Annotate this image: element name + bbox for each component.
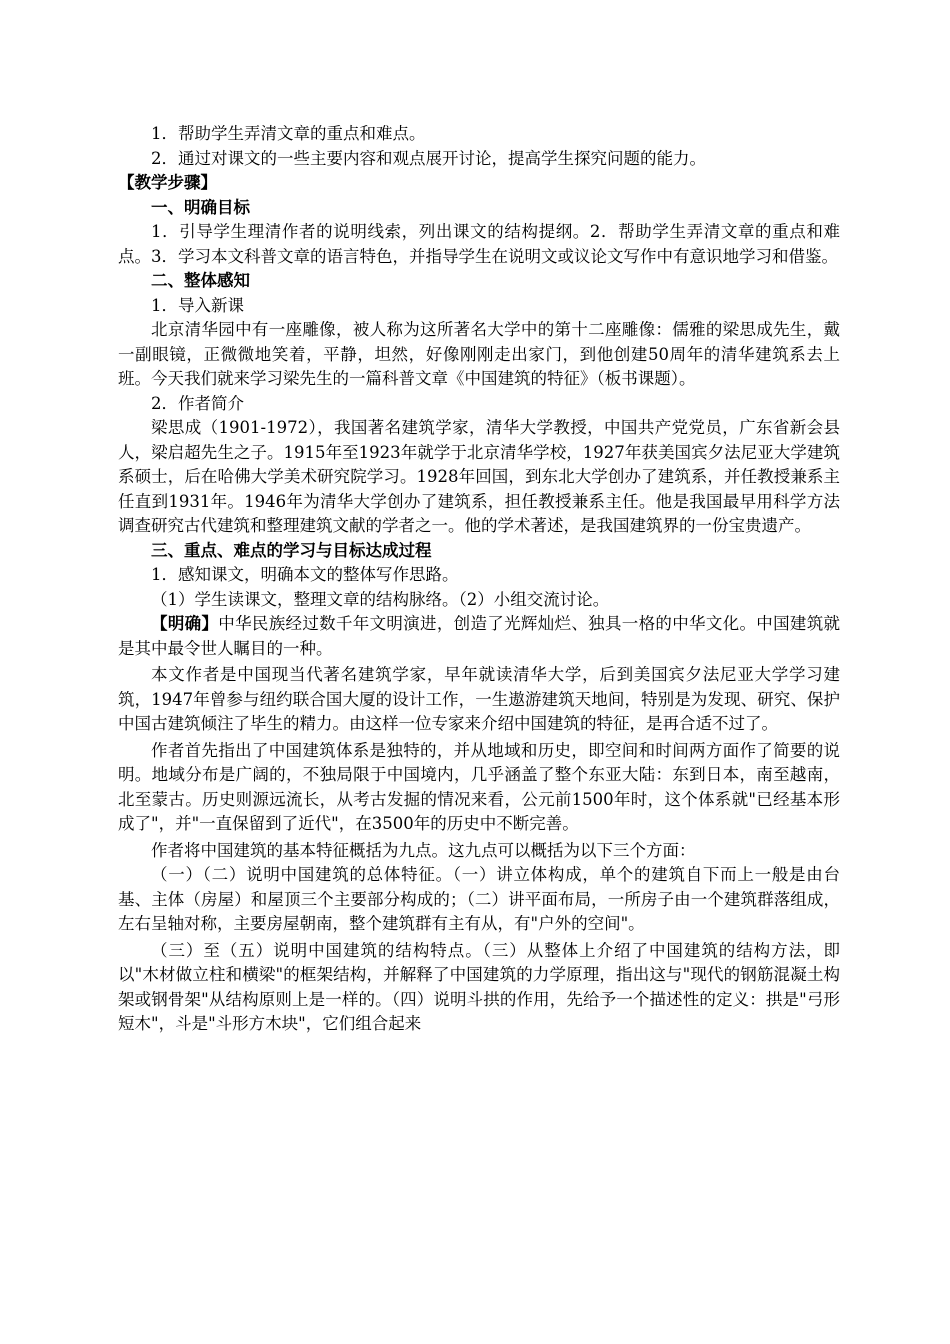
section-3-paragraph-4: 作者将中国建筑的基本特征概括为九点。这九点可以概括为以下三个方面： [151, 840, 696, 860]
section-3-paragraph-3: 作者首先指出了中国建筑体系是独特的，并从地域和历史，即空间和时间两方面作了简要的说明。地域分布是广阔的，不独局限于中国境内，几乎涵盖了整个东亚大陆：东到日本，南至越南，北至蒙古。历史则源远流长，从考古发掘的情况来看，公元前1500年时，这个体系就"已经基本形成了"，并"一直保留到了近代"，在3500年的历史中不断完善。 [118, 740, 840, 833]
document-page [118, 122, 840, 1037]
section-2-paragraph-1: 北京清华园中有一座雕像，被人称为这所著名大学中的第十二座雕像：儒雅的梁思成先生，戴一副眼镜，正微微地笑着，平静，坦然，好像刚刚走出家门，到他创建50周年的清华建筑系去上班。今天我们就来学习梁先生的一篇科普文章《中国建筑的特征》（板书课题）。 [118, 320, 840, 388]
clarify-tag: 【明确】 [151, 614, 219, 633]
section-1-heading: 一、明确目标 [151, 197, 250, 217]
section-3-paragraph-1-text: 中华民族经过数千年文明演进，创造了光辉灿烂、独具一格的中华文化。中国建筑就是其中最令世人瞩目的一种。 [118, 614, 840, 658]
steps-heading: 【教学步骤】 [118, 173, 217, 192]
section-3-subheading-detail: （1）学生读课文，整理文章的结构脉络。（2）小组交流讨论。 [151, 589, 610, 609]
section-3-paragraph-6: （三）至（五）说明中国建筑的结构特点。（三）从整体上介绍了中国建筑的结构方法，即以"木材做立柱和横梁"的框架结构，并解释了中国建筑的力学原理，指出这与"现代的钢筋混凝土构架或钢骨架"从结构原则上是一样的。（四）说明斗拱的作用，先给予一个描述性的定义：拱是"弓形短木"，斗是"斗形方木块"，它们组合起来 [118, 940, 840, 1033]
section-3-paragraph-2: 本文作者是中国现当代著名建筑学家，早年就读清华大学，后到美国宾夕法尼亚大学学习建筑，1947年曾参与纽约联合国大厦的设计工作，一生遨游建筑天地间，特别是为发现、研究、保护中国古建筑倾注了毕生的精力。由这样一位专家来介绍中国建筑的特征，是再合适不过了。 [118, 665, 840, 733]
section-2-subheading-2: 2．作者简介 [151, 393, 244, 413]
section-2-subheading-1: 1．导入新课 [151, 295, 244, 315]
section-2-heading: 二、整体感知 [151, 271, 250, 290]
intro-item-1: 1．帮助学生弄清文章的重点和难点。 [151, 124, 426, 143]
section-1-paragraph: 1．引导学生理清作者的说明线索，列出课文的结构提纲。2．帮助学生弄清文章的重点和难点。3．学习本文科普文章的语言特色，并指导学生在说明文或议论文写作中有意识地学习和借鉴。 [118, 222, 840, 266]
section-3-subheading-1: 1．感知课文，明确本文的整体写作思路。 [151, 565, 459, 584]
intro-item-2: 2．通过对课文的一些主要内容和观点展开讨论，提高学生探究问题的能力。 [151, 148, 706, 168]
section-3-heading: 三、重点、难点的学习与目标达成过程 [151, 540, 432, 560]
section-3-paragraph-1 [118, 612, 840, 661]
section-3-paragraph-5: （一）（二）说明中国建筑的总体特征。（一）讲立体构成，单个的建筑自下而上一般是由台基、主体（房屋）和屋顶三个主要部分构成的；（二）讲平面布局，一所房子由一个建筑群落组成，左右呈轴对称，主要房屋朝南，整个建筑群有主有从，有"户外的空间"。 [118, 865, 840, 933]
section-2-paragraph-2: 梁思成（1901-1972），我国著名建筑学家，清华大学教授，中国共产党党员，广东省新会县人，梁启超先生之子。1915年至1923年就学于北京清华学校，1927年获美国宾夕法尼亚大学建筑系硕士，后在哈佛大学美术研究院学习。1928年回国，到东北大学创办了建筑系，并任教授兼系主任直到1931年。1946年为清华大学创办了建筑系，担任教授兼系主任。他是我国最早用科学方法调查研究古代建筑和整理建筑文献的学者之一。他的学术著述，是我国建筑界的一份宝贵遗产。 [118, 418, 840, 535]
